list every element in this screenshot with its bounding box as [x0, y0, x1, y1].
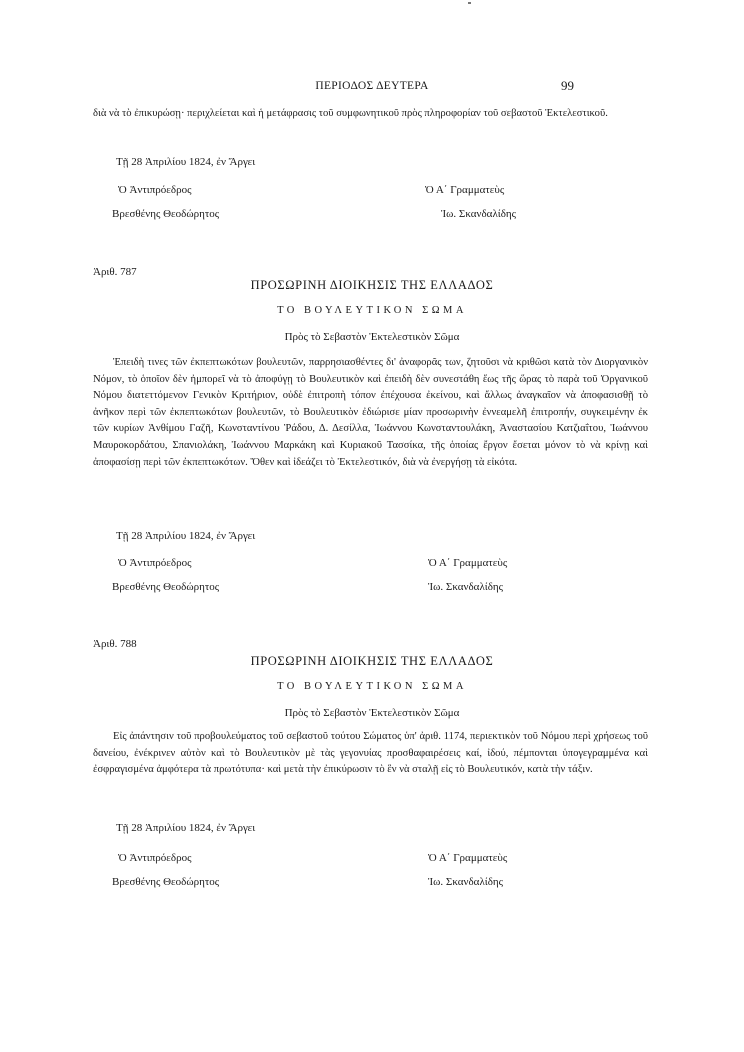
intro-paragraph: διὰ νὰ τὸ ἐπικυρώσῃ· περιχλείεται καὶ ἡ μετάφρασις τοῦ συμφωνητικοῦ πρὸς πληροφορίαν τοῦ σεβαστοῦ Ἐκτελεστικοῦ. — [93, 108, 608, 119]
doc788-signature-right — [428, 846, 507, 894]
doc788-heading: ΠΡΟΣΩΡΙΝΗ ΔΙΟΙΚΗΣΙΣ ΤΗΣ ΕΛΛΑΔΟΣ — [250, 654, 494, 668]
signature-name: Βρεσθένης Θεοδώρητος — [112, 581, 220, 593]
doc788-number: Ἀριθ. 788 — [93, 638, 137, 650]
doc788-subheading: ΤΟ ΒΟΥΛΕΥΤΙΚΟΝ ΣΩΜΑ — [277, 681, 467, 692]
signature-name: Ἰω. Σκανδαλίδης — [441, 208, 517, 220]
signature-title: Ὁ Α΄ Γραμματεὺς — [425, 184, 505, 196]
signature-title: Ὁ Ἀντιπρόεδρος — [118, 557, 192, 569]
signature-title: Ὁ Α΄ Γραμματεὺς — [428, 557, 508, 569]
doc788-signature-left — [112, 846, 219, 894]
doc787-body: Ἐπειδὴ τινες τῶν ἐκπεπτωκότων βουλευτῶν, παρρησιασθέντες δι' ἀναφορᾶς των, ζητοῦσι νὰ κριθῶσι κατὰ τὸν Διοργανικὸν Νόμον, τὸ ὁποῖον δὲν ἠμπορεῖ νὰ τὸ ἀποφύγῃ τὸ Βουλευτικὸν καὶ ἐπειδὴ δὲν συνεστάθη ἕως τῆς ὥρας τὸ παρὰ τοῦ Ὀργανικοῦ Νόμου διατεττόμενον Γενικὸν Κριτήριον, οὐδὲ ἐπιτροπὴ τόπον ἐπέχουσα ἐκείνου, καὶ ἄλλως ἀναγκαῖον νὰ ἀποφασισθῇ τὸ ἀνῆκον περὶ τῶν ἐκπεπτωκότων βουλευτῶν, τὸ Βουλευτικὸν ἐδιώρισε μίαν προσωρινὴν ἐννεαμελῆ ἐπιτροπήν, συγκειμένην ἐκ τῶν κυρίων Ἀνθίμου Γαζῆ, Κωνσταντίνου Ῥάδου, Δ. Δεσίλλα, Ἰωάννου Κωνσταντουλάκη, Ἀναστασίου Κατζιαΐτου, Ἰωάννου Μαυροκορδάτου, Σπανιολάκη, Ἰωάννου Μαρκάκη καὶ Κυριακοῦ Τασσίκα, τῆς ὁποίας ἔργον ἔσεται μόνον τὸ νὰ κρίνῃ καὶ ἀποφασίσῃ περὶ τῶν ἐκπεπτωκότων. Ὅθεν καὶ ἰδεάζει τὸ Ἐκτελεστικόν, διὰ νὰ ἐνεργήσῃ τὰ εἰκότα. — [93, 357, 648, 468]
scan-mark — [468, 2, 471, 4]
intro-signature-left — [112, 178, 219, 226]
running-header: ΠΕΡΙΟΔΟΣ ΔΕΥΤΕΡΑ — [315, 80, 429, 92]
doc787-subheading: ΤΟ ΒΟΥΛΕΥΤΙΚΟΝ ΣΩΜΑ — [277, 305, 467, 316]
signature-name: Βρεσθένης Θεοδώρητος — [112, 208, 220, 220]
doc787-date: Τῇ 28 Ἀπριλίου 1824, ἐν Ἄργει — [116, 530, 256, 542]
doc787-heading: ΠΡΟΣΩΡΙΝΗ ΔΙΟΙΚΗΣΙΣ ΤΗΣ ΕΛΛΑΔΟΣ — [250, 278, 494, 292]
page-number: 99 — [561, 78, 574, 93]
doc787-signature-right — [428, 551, 507, 599]
doc788-body: Εἰς ἀπάντησιν τοῦ προβουλεύματος τοῦ σεβαστοῦ τούτου Σώματος ὑπ' ἀριθ. 1174, περιεκτικὸν τοῦ Νόμου περὶ χρήσεως τοῦ δανείου, ἐνέκρινεν αὐτὸν καὶ τὸ Βουλευτικὸν μὲ τὰς γεγονυίας προσθαφαιρέσεις καί, ἰδού, πέμπονται ὑπογεγραμμένα καὶ ἐσφραγισμένα ἀμφότερα τὰ πρωτότυπα· καὶ μετὰ τὴν ἐπικύρωσιν τὸ ἓν νὰ σταλῇ εἰς τὸ Βουλευτικόν, κατὰ τὴν τάξιν. — [93, 731, 648, 776]
doc787-signature-left — [112, 551, 219, 599]
signature-name: Ἰω. Σκανδαλίδης — [428, 581, 504, 593]
signature-title: Ὁ Α΄ Γραμματεὺς — [428, 852, 508, 864]
doc788-addressee: Πρὸς τὸ Σεβαστὸν Ἐκτελεστικὸν Σῶμα — [284, 707, 460, 719]
doc787-number: Ἀριθ. 787 — [93, 266, 137, 278]
doc788-date: Τῇ 28 Ἀπριλίου 1824, ἐν Ἄργει — [116, 822, 256, 834]
doc787-addressee: Πρὸς τὸ Σεβαστὸν Ἐκτελεστικὸν Σῶμα — [284, 331, 460, 343]
signature-title: Ὁ Ἀντιπρόεδρος — [118, 852, 192, 864]
signature-name: Ἰω. Σκανδαλίδης — [428, 876, 504, 888]
signature-title: Ὁ Ἀντιπρόεδρος — [118, 184, 192, 196]
signature-name: Βρεσθένης Θεοδώρητος — [112, 876, 220, 888]
intro-signature-right — [425, 178, 516, 226]
intro-date: Τῇ 28 Ἀπριλίου 1824, ἐν Ἄργει — [116, 156, 256, 168]
